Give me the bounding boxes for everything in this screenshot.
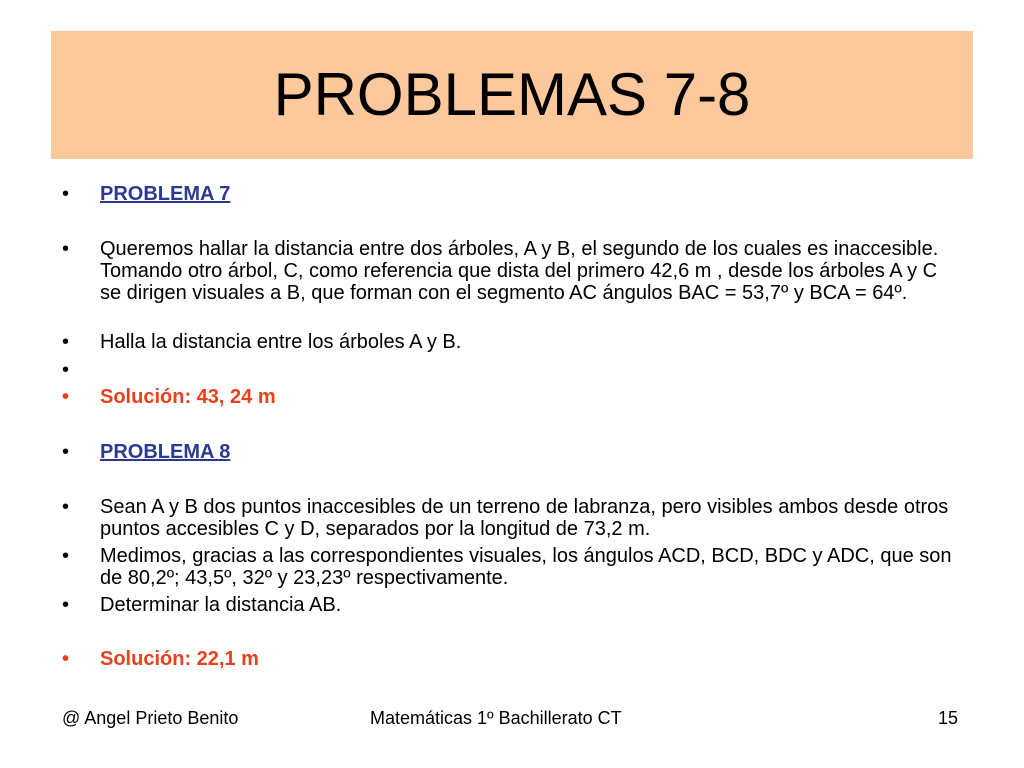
bullet: •: [62, 183, 70, 205]
problem-7-heading-text: PROBLEMA 7: [100, 183, 231, 205]
problem-7-question-text: Halla la distancia entre los árboles A y B.: [100, 331, 462, 353]
bullet: •: [62, 386, 70, 408]
bullet: •: [62, 359, 70, 381]
bullet: •: [62, 594, 70, 616]
slide-title: PROBLEMAS 7-8: [273, 61, 751, 128]
bullet: •: [62, 648, 70, 670]
title-band: [51, 31, 973, 159]
problem-8-solution-text: Solución: 22,1 m: [100, 648, 259, 670]
footer-course: Matemáticas 1º Bachillerato CT: [370, 708, 622, 728]
problem-8-statement-text: Sean A y B dos puntos inaccesibles de un terreno de labranza, pero visibles ambos desde otros puntos accesibles C y D, separados por la longitud de 73,2 m.: [100, 496, 949, 540]
problem-8-heading-text: PROBLEMA 8: [100, 441, 231, 463]
problem-8-measurements-text: Medimos, gracias a las correspondientes visuales, los ángulos ACD, BCD, BDC y ADC, que son de 80,2º; 43,5º, 32º y 23,23º respectivamente.: [100, 545, 952, 589]
bullet: •: [62, 331, 70, 353]
bullet: •: [62, 238, 70, 260]
problem-7-statement-text: Queremos hallar la distancia entre dos árboles, A y B, el segundo de los cuales es inaccesible. Tomando otro árbol, C, como referencia que dista del primero 42,6 m , desde los árboles A y C se dirigen visuales a B, que forman con el segmento AC ángulos BAC = 53,7º y BCA = 64º.: [100, 238, 939, 304]
problem-8-question-text: Determinar la distancia AB.: [100, 594, 342, 616]
bullet: •: [62, 496, 70, 518]
footer-author: @ Angel Prieto Benito: [62, 708, 239, 728]
problem-7-solution-text: Solución: 43, 24 m: [100, 386, 276, 408]
bullet: •: [62, 545, 70, 567]
bullet: •: [62, 441, 70, 463]
footer-page-number: 15: [938, 708, 959, 728]
